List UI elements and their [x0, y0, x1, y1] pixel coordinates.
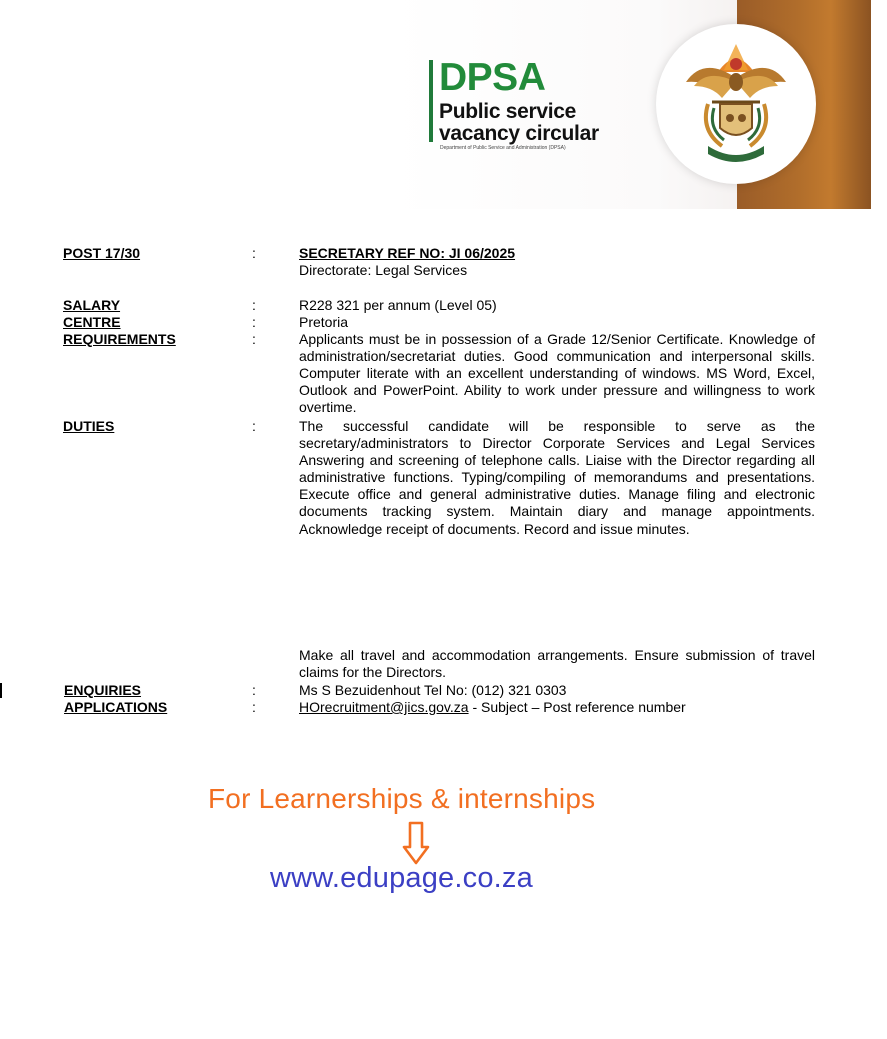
duties-continued: Make all travel and accommodation arrangements. Ensure submission of travel claims for the Directors.: [299, 647, 815, 681]
margin-mark: [0, 683, 2, 698]
logo-title: DPSA: [439, 56, 546, 99]
directorate: Directorate: Legal Services: [299, 262, 468, 278]
duties-label: DUTIES: [63, 418, 115, 434]
colon: :: [252, 682, 256, 698]
coat-of-arms-badge: [656, 24, 816, 184]
colon: :: [252, 314, 256, 330]
colon: :: [252, 418, 256, 434]
logo-line-1: Public service: [439, 100, 577, 123]
coat-of-arms-icon: [678, 42, 794, 166]
duties-value: The successful candidate will be responsible to serve as the secretary/administrators to Director Corporate Services and Legal Services Answering and screening of telephone calls. Liaise with the Director regarding all administrative functions. Typing/compiling of memorandums and presentations. Execute office and general administrative duties. Manage filing and electronic documents tracking system. Maintain diary and manage appointments. Acknowledge receipt of documents. Record and issue minutes.: [299, 418, 815, 537]
promo-website-link[interactable]: www.edupage.co.za: [270, 862, 533, 894]
salary-value: R228 321 per annum (Level 05): [299, 297, 497, 313]
enquiries-value: Ms S Bezuidenhout Tel No: (012) 321 0303: [299, 682, 567, 698]
enquiries-label: ENQUIRIES: [64, 682, 142, 698]
applications-value: [299, 699, 686, 716]
applications-email-link[interactable]: HOrecruitment@jics.gov.za: [299, 699, 469, 715]
promo-headline: For Learnerships & internships: [208, 783, 596, 814]
colon: :: [252, 297, 256, 313]
colon: :: [252, 699, 256, 715]
post-title: SECRETARY REF NO: JI 06/2025: [299, 245, 516, 261]
logo-accent-bar: [429, 60, 433, 142]
centre-label: CENTRE: [63, 314, 121, 330]
colon: :: [252, 245, 256, 261]
applications-subject: - Subject – Post reference number: [468, 699, 686, 715]
salary-label: SALARY: [63, 297, 121, 313]
logo-subtitle: Department of Public Service and Administration (DPSA): [440, 145, 566, 151]
applications-label: APPLICATIONS: [64, 699, 168, 715]
colon: :: [252, 331, 256, 347]
post-number-label: POST 17/30: [63, 245, 141, 261]
requirements-value: Applicants must be in possession of a Grade 12/Senior Certificate. Knowledge of administration/secretariat duties. Good communication and interpersonal skills. Computer literate with an excellent understanding of windows. MS Word, Excel, Outlook and PowerPoint. Ability to work under pressure and willingness to work overtime.: [299, 331, 815, 416]
requirements-label: REQUIREMENTS: [63, 331, 176, 347]
logo-line-2: vacancy circular: [439, 122, 599, 145]
centre-value: Pretoria: [299, 314, 349, 330]
arrow-down-icon: [402, 821, 430, 865]
